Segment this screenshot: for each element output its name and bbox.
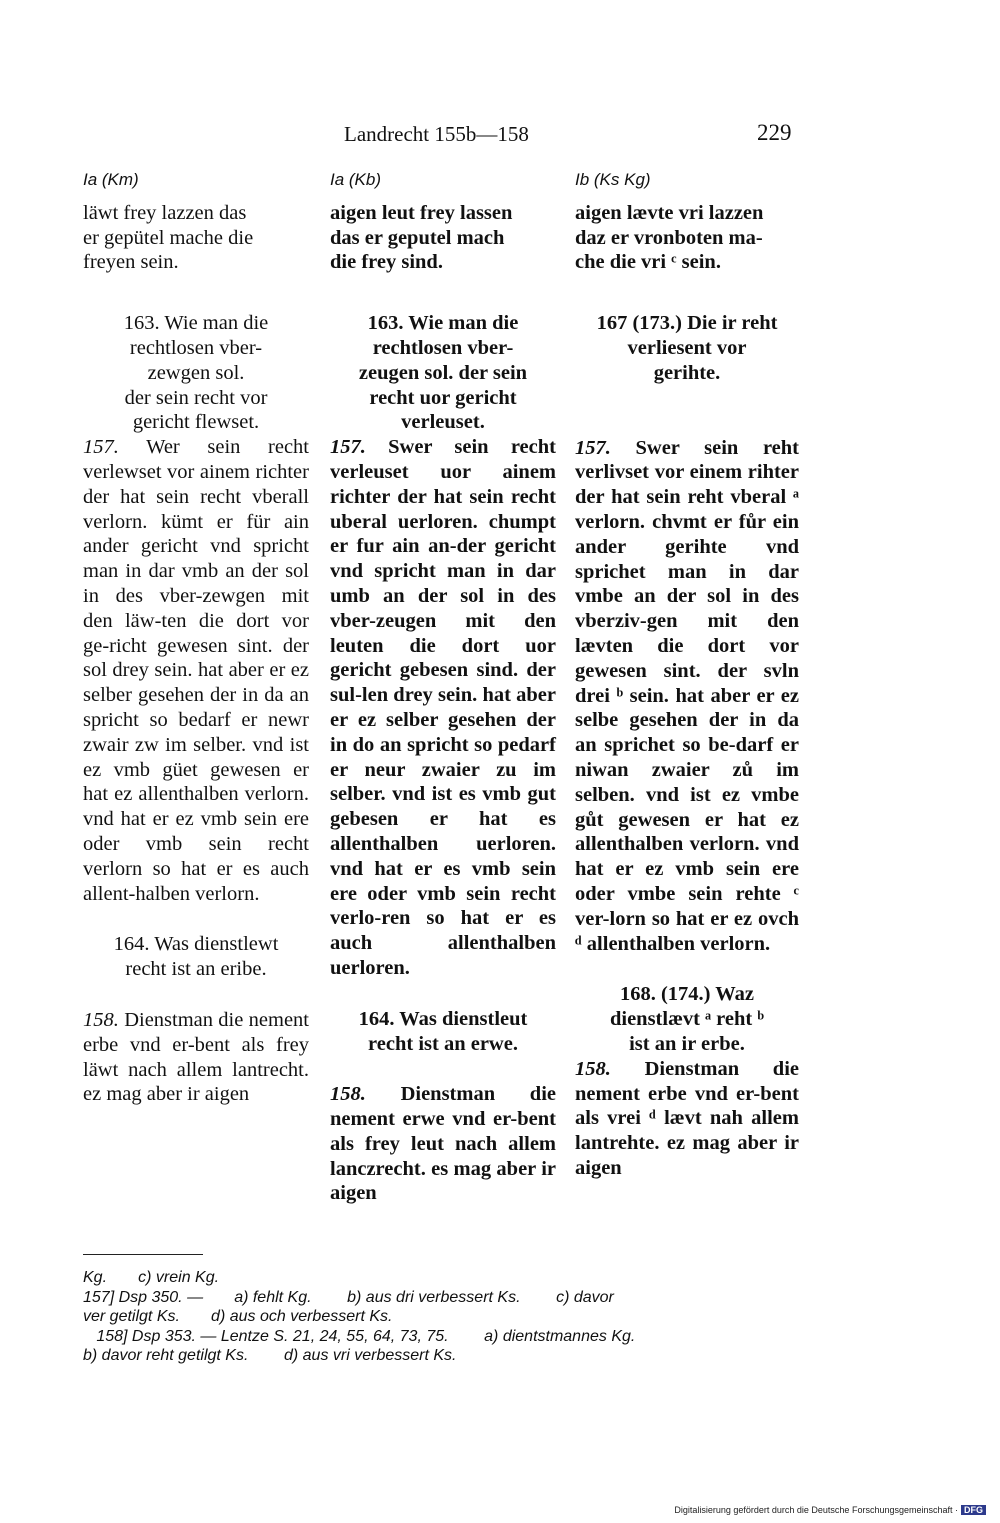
chapter-heading-164: 164. Was dienstleut recht ist an erwe. <box>358 1007 528 1055</box>
paragraph-158 <box>83 1008 309 1107</box>
chapter-heading-164: 164. Was dienstlewt recht ist an eribe. <box>113 933 279 981</box>
paragraph-text: Dienstman die nement erbe vnd er-bent als vrei ᵈ lævt nah allem lantrehte. ez mag aber ir aigen <box>575 1057 800 1179</box>
column-ib-ks-kg <box>575 168 799 1181</box>
paragraph-text: Swer sein reht verlivset vor einem rihter der hat sein reht vberal ᵃ verlorn. chvmt er fůr ein ander gerihte vnd sprichet man in dar vmbe an der sol in des vberziv-gen mit den lævten die dort vor gewesen sint. der svln drei ᵇ sein. hat aber er ez selbe gesehen der in da an sprichet so be-darf er niwan zwaier zů im selben. vnd ist ez vmbe gůt gewesen er hat ez allenthalben verlorn. vnd hat er ez vmb sein ere oder vmbe sein rehte ᶜ ver-lorn so hat er ez ovch ᵈ allenthalben verlorn. <box>575 436 800 955</box>
paragraph-number: 157. <box>575 436 611 459</box>
page-number: 229 <box>757 120 792 145</box>
paragraph-157 <box>575 436 799 957</box>
footnote-line: Kg. c) vrein Kg. <box>83 1269 220 1286</box>
running-title: Landrecht 155b—158 <box>344 122 529 146</box>
footnotes <box>83 1268 799 1366</box>
dfg-logo: DFG <box>961 1505 986 1515</box>
paragraph-text: Dienstman die nement erwe vnd er-bent als frey leut nach allem lanczrecht. es mag aber ir aigen <box>330 1083 557 1205</box>
column-ia-km <box>83 168 309 1107</box>
paragraph-text: Swer sein recht verleuset uor ainem richter der hat sein recht uberal uerloren. chumpt er fur ain an-der gericht vnd spricht man in dar umb an der sol in des vber-zeugen mit den leuten die dort uor gericht gebesen sind. der sul-len drey sein. hat aber er ez selber gesehen der in do an spricht so pedarf er neur zwaier zu im selber. vnd ist es vmb gut gebesen er hat es allenthalben uerloren. vnd hat er es vmb sein ere oder vmb sein recht verlo-ren so hat er es auch allenthalben uerloren. <box>330 436 556 979</box>
digitization-credit <box>674 1505 986 1515</box>
manuscript-siglum: Ia (Kb) <box>330 170 382 189</box>
paragraph-number: 158. <box>83 1008 119 1031</box>
intro-text: läwt frey lazzen das er gepütel mache die freyen sein. <box>83 201 254 274</box>
footnote-rule <box>83 1254 203 1255</box>
paragraph-number: 157. <box>83 436 119 459</box>
footnote-line: 158] Dsp 353. — Lentze S. 21, 24, 55, 64, 73, 75. a) dientstmannes Kg. <box>83 1327 636 1345</box>
paragraph-text: Wer sein recht verlewset vor ainem richter der hat sein recht vberall verlorn. kümt er für ain ander gericht vnd spricht man in dar vmb an der sol in des vber-zewgen mit den läw-ten die dort vor ge-richt gewesen sint. der sol drey sein. hat aber er ez selber gesehen der in da an spricht so bedarf er newr zwair zw im selber. vnd ist ez vmb güet gewesen er hat ez allenthalben verlorn. vnd hat er ez vmb sein ere oder vmb sein recht verlorn so hat er es auch allent-halben verlorn. <box>83 436 309 905</box>
footnote-line: b) davor reht getilgt Ks. d) aus vri verbessert Ks. <box>83 1347 457 1364</box>
intro-text: aigen lævte vri lazzen daz er vronboten ma- che die vri ᶜ sein. <box>575 201 764 274</box>
chapter-heading-168: 168. (174.) Waz dienstlævt ᵃ reht ᵇ ist an ir erbe. <box>609 983 765 1055</box>
chapter-heading-163: 163. Wie man die rechtlosen vber- zewgen sol. der sein recht vor gericht flewset. <box>123 312 269 434</box>
footnote-line: 157] Dsp 350. — a) fehlt Kg. b) aus dri verbessert Ks. c) davor <box>83 1288 614 1306</box>
paragraph-number: 158. <box>575 1057 611 1080</box>
paragraph-157 <box>330 435 556 981</box>
paragraph-text: Dienstman die nement erbe vnd er-bent als frey läwt nach allem lantrecht. ez mag aber ir aigen <box>83 1008 310 1106</box>
paragraph-158 <box>330 1082 556 1206</box>
paragraph-number: 158. <box>330 1083 366 1106</box>
page-header <box>0 120 1000 150</box>
manuscript-siglum: Ia (Km) <box>83 170 139 189</box>
column-ia-kb <box>330 168 556 1206</box>
credit-text: Digitalisierung gefördert durch die Deutsche Forschungsgemeinschaft · <box>674 1505 958 1515</box>
paragraph-157 <box>83 435 309 906</box>
chapter-heading-167: 167 (173.) Die ir reht verliesent vor gerihte. <box>596 312 778 384</box>
intro-text: aigen leut frey lassen das er geputel mach die frey sind. <box>330 201 513 274</box>
footnote-line: ver getilgt Ks. d) aus och verbessert Ks. <box>83 1308 393 1325</box>
manuscript-siglum: Ib (Ks Kg) <box>575 170 651 189</box>
paragraph-158 <box>575 1057 799 1181</box>
paragraph-number: 157. <box>330 436 366 459</box>
chapter-heading-163: 163. Wie man die rechtlosen vber- zeugen sol. der sein recht uor gericht verleuset. <box>358 312 528 434</box>
